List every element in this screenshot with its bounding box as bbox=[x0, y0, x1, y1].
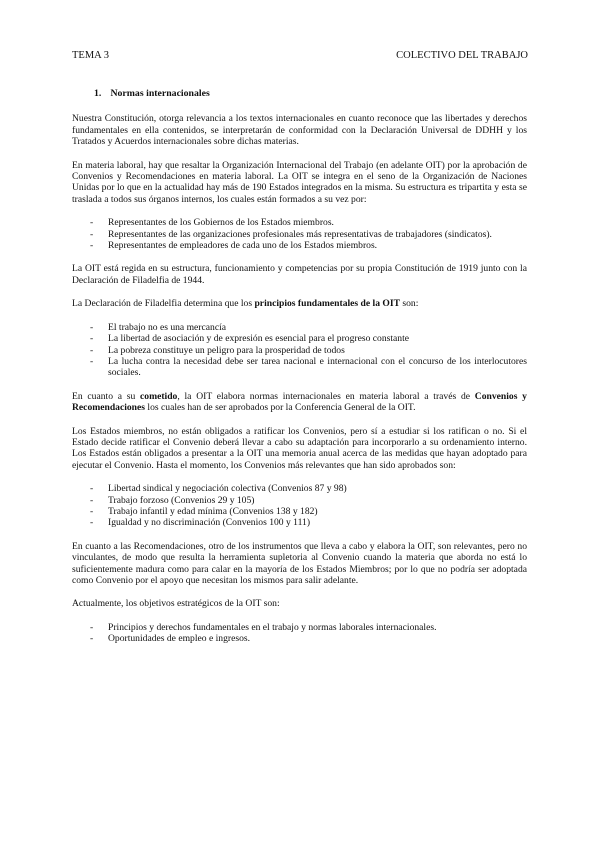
list-item: - Principios y derechos fundamentales en el trabajo y normas laborales internacionales. bbox=[72, 622, 527, 633]
list-item: - Trabajo infantil y edad mínima (Convenios 138 y 182) bbox=[72, 506, 527, 517]
bold-run: Convenios y Recomendaciones bbox=[72, 390, 527, 414]
text-run: En cuanto a su bbox=[72, 390, 141, 402]
text-run: los cuales han de ser aprobados por la Conferencia General de la OIT. bbox=[145, 402, 416, 414]
paragraph-oit-intro: En materia laboral, hay que resaltar la Organización Internacional del Trabajo (en adelante OIT) por la aprobación de Convenios y Recomendaciones en materia laboral. La OIT se integra en el seno de la Organización de Naciones Unidas por lo que en la actualidad hay más de 190 Estados integrados en la misma. Su estructura es tripartita y esta se traslada a todos sus órganos internos, los cuales están formados a su vez por: bbox=[72, 159, 527, 205]
list-item: - Libertad sindical y negociación colectiva (Convenios 87 y 98) bbox=[72, 483, 527, 494]
list-objectives bbox=[72, 622, 527, 645]
section-heading bbox=[94, 88, 527, 99]
paragraph-recommendations: En cuanto a las Recomendaciones, otro de los instrumentos que lleva a cabo y elabora la OIT, son relevantes, pero no vinculantes, de modo que resulta la herramienta supletoria al Convenio cuando la materia que aborda no está lo suficientemente madura como para calar en la mayoría de los Estados Miembros; por lo que no podría ser adoptada como Convenio por el apoyo que necesitan los mismos para salir adelante. bbox=[72, 540, 527, 586]
paragraph-regulation: La OIT está regida en su estructura, funcionamiento y competencias por su propia Constitución de 1919 junto con la Declaración de Filadelfia de 1944. bbox=[72, 263, 527, 286]
list-item: - Representantes de empleadores de cada uno de los Estados miembros. bbox=[72, 240, 527, 251]
text-run: La Declaración de Filadelfia determina que los bbox=[72, 298, 255, 310]
paragraph-objectives: Actualmente, los objetivos estratégicos de la OIT son: bbox=[72, 598, 280, 610]
bold-run: principios fundamentales de la OIT bbox=[254, 298, 400, 310]
list-item: - Igualdad y no discriminación (Convenios 100 y 111) bbox=[72, 517, 527, 528]
page-header bbox=[72, 50, 528, 61]
list-item: - La libertad de asociación y de expresión es esencial para el progreso constante bbox=[72, 333, 527, 344]
list-item: - Oportunidades de empleo e ingresos. bbox=[72, 633, 527, 644]
list-item: - La lucha contra la necesidad debe ser tarea nacional e internacional con el concurso de los interlocutores sociales. bbox=[72, 356, 527, 379]
list-item: - Representantes de las organizaciones profesionales más representativas de trabajadores (sindicatos). bbox=[72, 229, 527, 240]
header-topic: TEMA 3 bbox=[72, 50, 110, 61]
list-structure bbox=[72, 217, 527, 251]
list-conventions bbox=[72, 483, 527, 529]
paragraph-member-states: Los Estados miembros, no están obligados a ratificar los Convenios, pero sí a estudiar si los ratifican o no. Si el Estado decide ratificar el Convenio deberá llevar a cabo su adaptación para incorporarlo a su ordenamiento interno. Los Estados están obligados a presentar a la OIT una memoria anual acerca de las medidas que hayan adoptado para ejecutar el Convenio. Hasta el momento, los Convenios más relevantes que han sido aprobados son: bbox=[72, 425, 527, 471]
section-title: Normas internacionales bbox=[110, 88, 210, 99]
document-body bbox=[72, 88, 527, 657]
paragraph-constitution: Nuestra Constitución, otorga relevancia a los textos internacionales en cuanto reconoce que las libertades y derechos fundamentales en ella contenidos, se interpretarán de conformidad con la Declaración Universal de DDHH y los Tratados y Acuerdos internacionales sobre dichas materias. bbox=[72, 113, 527, 148]
text-run: , la OIT elabora normas internacionales en materia laboral a través de bbox=[177, 390, 475, 402]
list-item: - Representantes de los Gobiernos de los Estados miembros. bbox=[72, 217, 527, 228]
list-item: - El trabajo no es una mercancía bbox=[72, 322, 527, 333]
list-item: - Trabajo forzoso (Convenios 29 y 105) bbox=[72, 495, 527, 506]
list-item: - La pobreza constituye un peligro para la prosperidad de todos bbox=[72, 345, 527, 356]
section-number: 1. bbox=[94, 88, 102, 99]
bold-run: cometido bbox=[140, 390, 178, 402]
list-principles bbox=[72, 322, 527, 379]
text-run: son: bbox=[400, 298, 419, 310]
header-subject: COLECTIVO DEL TRABAJO bbox=[396, 50, 528, 61]
paragraph-mission bbox=[72, 391, 527, 414]
paragraph-philadelphia bbox=[72, 298, 527, 309]
